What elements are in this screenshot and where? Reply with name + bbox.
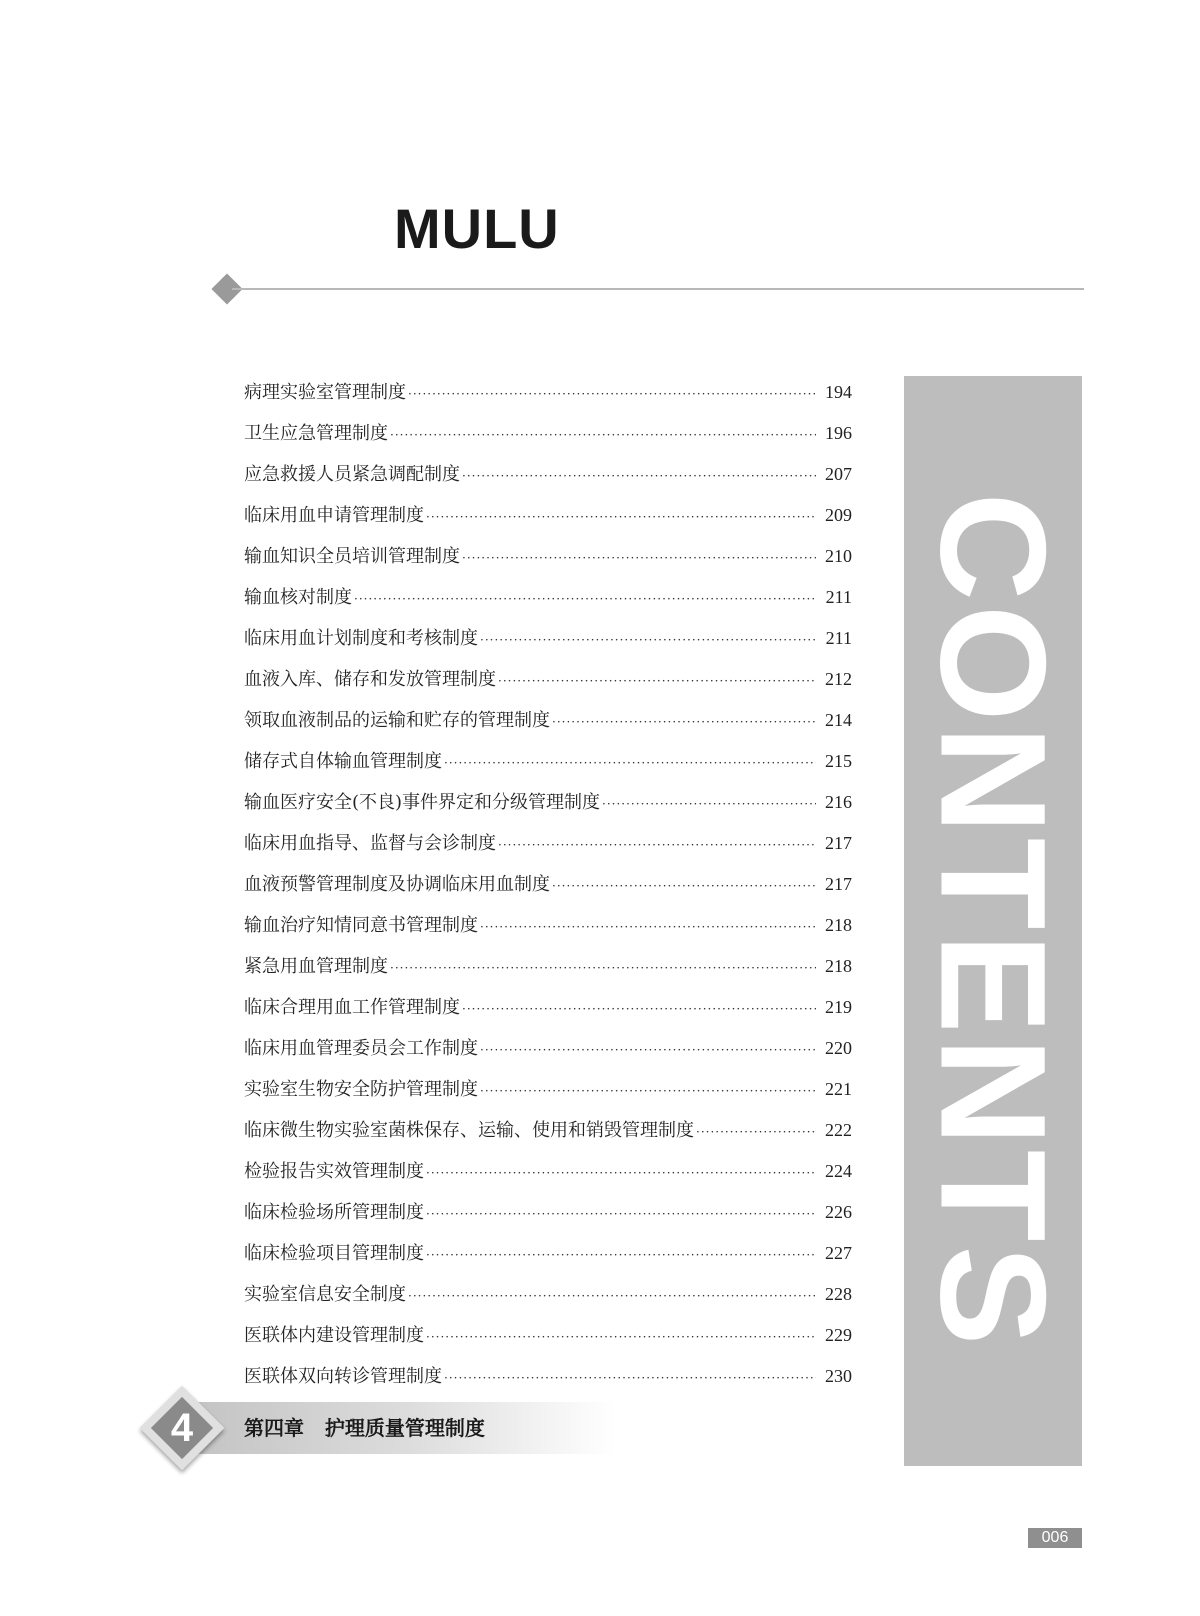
toc-entry-title: 临床用血管理委员会工作制度 bbox=[244, 1038, 478, 1059]
toc-entry-page: 230 bbox=[825, 1366, 852, 1386]
toc-entry-title: 临床检验场所管理制度 bbox=[244, 1202, 424, 1223]
toc-entry[interactable] bbox=[244, 495, 852, 536]
toc-entry-page: 229 bbox=[825, 1325, 852, 1345]
chapter-number: 4 bbox=[170, 1406, 194, 1450]
toc-dot-leader bbox=[426, 1317, 816, 1358]
toc-entry-page: 217 bbox=[825, 833, 852, 853]
toc-entry-title: 血液入库、储存和发放管理制度 bbox=[244, 669, 496, 690]
toc-dot-leader bbox=[498, 661, 816, 702]
toc-entry-title: 医联体内建设管理制度 bbox=[244, 1325, 424, 1346]
toc-entry-title: 医联体双向转诊管理制度 bbox=[244, 1366, 442, 1387]
toc-entry-title: 输血知识全员培训管理制度 bbox=[244, 546, 460, 567]
toc-dot-leader bbox=[696, 1112, 816, 1153]
page-number-badge: 006 bbox=[1028, 1528, 1082, 1548]
toc-entry[interactable] bbox=[244, 1110, 852, 1151]
toc-entry-page: 219 bbox=[825, 997, 852, 1017]
toc-dot-leader bbox=[462, 456, 816, 497]
toc-dot-leader bbox=[444, 743, 816, 784]
toc-entry[interactable] bbox=[244, 1192, 852, 1233]
toc-dot-leader bbox=[408, 1276, 816, 1317]
chapter-heading[interactable]: 第四章 护理质量管理制度 bbox=[244, 1416, 485, 1440]
toc-entry-page: 221 bbox=[825, 1079, 852, 1099]
contents-vertical-label: CONTENTS bbox=[909, 492, 1078, 1350]
toc-entry-title: 临床用血指导、监督与会诊制度 bbox=[244, 833, 496, 854]
toc-entry[interactable] bbox=[244, 618, 852, 659]
toc-entry-page: 209 bbox=[825, 505, 852, 525]
toc-entry-page: 207 bbox=[825, 464, 852, 484]
toc-entry-title: 输血医疗安全(不良)事件界定和分级管理制度 bbox=[244, 792, 601, 813]
toc-entry-page: 228 bbox=[825, 1284, 852, 1304]
toc-entry-page: 211 bbox=[825, 628, 852, 648]
toc-entry[interactable] bbox=[244, 987, 852, 1028]
toc-entry[interactable] bbox=[244, 1151, 852, 1192]
toc-entry-page: 226 bbox=[825, 1202, 852, 1222]
toc-dot-leader bbox=[480, 620, 816, 661]
toc-dot-leader bbox=[390, 415, 816, 456]
toc-entry-page: 222 bbox=[825, 1120, 852, 1140]
toc-entry-page: 227 bbox=[825, 1243, 852, 1263]
toc-entry[interactable] bbox=[244, 413, 852, 454]
toc-entry[interactable] bbox=[244, 700, 852, 741]
toc-dot-leader bbox=[480, 907, 816, 948]
toc-entry-page: 218 bbox=[825, 956, 852, 976]
toc-entry-page: 196 bbox=[825, 423, 852, 443]
toc-entry[interactable] bbox=[244, 1028, 852, 1069]
toc-entry-title: 血液预警管理制度及协调临床用血制度 bbox=[244, 874, 550, 895]
toc-entry-page: 217 bbox=[825, 874, 852, 894]
toc-entry[interactable] bbox=[244, 536, 852, 577]
toc-dot-leader bbox=[408, 374, 816, 415]
toc-entry[interactable] bbox=[244, 782, 852, 823]
toc-dot-leader bbox=[462, 538, 816, 579]
toc-entry-title: 储存式自体输血管理制度 bbox=[244, 751, 442, 772]
toc-entry-page: 224 bbox=[825, 1161, 852, 1181]
toc-entry-title: 临床微生物实验室菌株保存、运输、使用和销毁管理制度 bbox=[244, 1120, 694, 1141]
toc-dot-leader bbox=[462, 989, 816, 1030]
toc-dot-leader bbox=[602, 784, 816, 825]
toc-dot-leader bbox=[426, 1235, 816, 1276]
toc-entry-page: 212 bbox=[825, 669, 852, 689]
toc-entry-title: 实验室生物安全防护管理制度 bbox=[244, 1079, 478, 1100]
toc-entry-title: 输血核对制度 bbox=[244, 587, 352, 608]
toc-entry[interactable] bbox=[244, 1356, 852, 1397]
toc-dot-leader bbox=[552, 866, 816, 907]
toc-dot-leader bbox=[498, 825, 816, 866]
toc-entry[interactable] bbox=[244, 1233, 852, 1274]
toc-entry-page: 211 bbox=[825, 587, 852, 607]
toc-dot-leader bbox=[480, 1071, 816, 1112]
toc-entry-page: 218 bbox=[825, 915, 852, 935]
toc-entry[interactable] bbox=[244, 741, 852, 782]
toc-dot-leader bbox=[444, 1358, 816, 1399]
toc-entry[interactable] bbox=[244, 1274, 852, 1315]
toc-entry-title: 实验室信息安全制度 bbox=[244, 1284, 406, 1305]
toc-entry-title: 应急救援人员紧急调配制度 bbox=[244, 464, 460, 485]
toc-dot-leader bbox=[480, 1030, 816, 1071]
toc-entry[interactable] bbox=[244, 659, 852, 700]
toc-entry-page: 214 bbox=[825, 710, 852, 730]
toc-entry[interactable] bbox=[244, 946, 852, 987]
toc-entry-title: 临床合理用血工作管理制度 bbox=[244, 997, 460, 1018]
toc-entry[interactable] bbox=[244, 1069, 852, 1110]
toc-entry-page: 215 bbox=[825, 751, 852, 771]
toc-entry[interactable] bbox=[244, 905, 852, 946]
toc-entry[interactable] bbox=[244, 577, 852, 618]
toc-entry-title: 紧急用血管理制度 bbox=[244, 956, 388, 977]
toc-entry[interactable] bbox=[244, 372, 852, 413]
toc-entry-page: 194 bbox=[825, 382, 852, 402]
contents-side-panel bbox=[904, 376, 1082, 1466]
page-title: MULU bbox=[394, 197, 560, 260]
toc-entry[interactable] bbox=[244, 864, 852, 905]
toc-list bbox=[244, 372, 852, 1397]
toc-entry-title: 检验报告实效管理制度 bbox=[244, 1161, 424, 1182]
toc-dot-leader bbox=[552, 702, 816, 743]
toc-entry-page: 220 bbox=[825, 1038, 852, 1058]
toc-dot-leader bbox=[426, 1194, 816, 1235]
toc-entry[interactable] bbox=[244, 823, 852, 864]
header-divider bbox=[232, 288, 1084, 290]
toc-entry-title: 临床检验项目管理制度 bbox=[244, 1243, 424, 1264]
toc-dot-leader bbox=[354, 579, 816, 620]
toc-dot-leader bbox=[390, 948, 816, 989]
toc-dot-leader bbox=[426, 1153, 816, 1194]
chapter-number-badge bbox=[146, 1392, 218, 1464]
toc-entry[interactable] bbox=[244, 1315, 852, 1356]
toc-entry-title: 临床用血申请管理制度 bbox=[244, 505, 424, 526]
toc-entry-page: 216 bbox=[825, 792, 852, 812]
toc-entry-title: 临床用血计划制度和考核制度 bbox=[244, 628, 478, 649]
toc-dot-leader bbox=[426, 497, 816, 538]
toc-entry-title: 病理实验室管理制度 bbox=[244, 382, 406, 403]
toc-entry-title: 卫生应急管理制度 bbox=[244, 423, 388, 444]
toc-entry[interactable] bbox=[244, 454, 852, 495]
toc-entry-page: 210 bbox=[825, 546, 852, 566]
toc-entry-title: 领取血液制品的运输和贮存的管理制度 bbox=[244, 710, 550, 731]
toc-entry-title: 输血治疗知情同意书管理制度 bbox=[244, 915, 478, 936]
